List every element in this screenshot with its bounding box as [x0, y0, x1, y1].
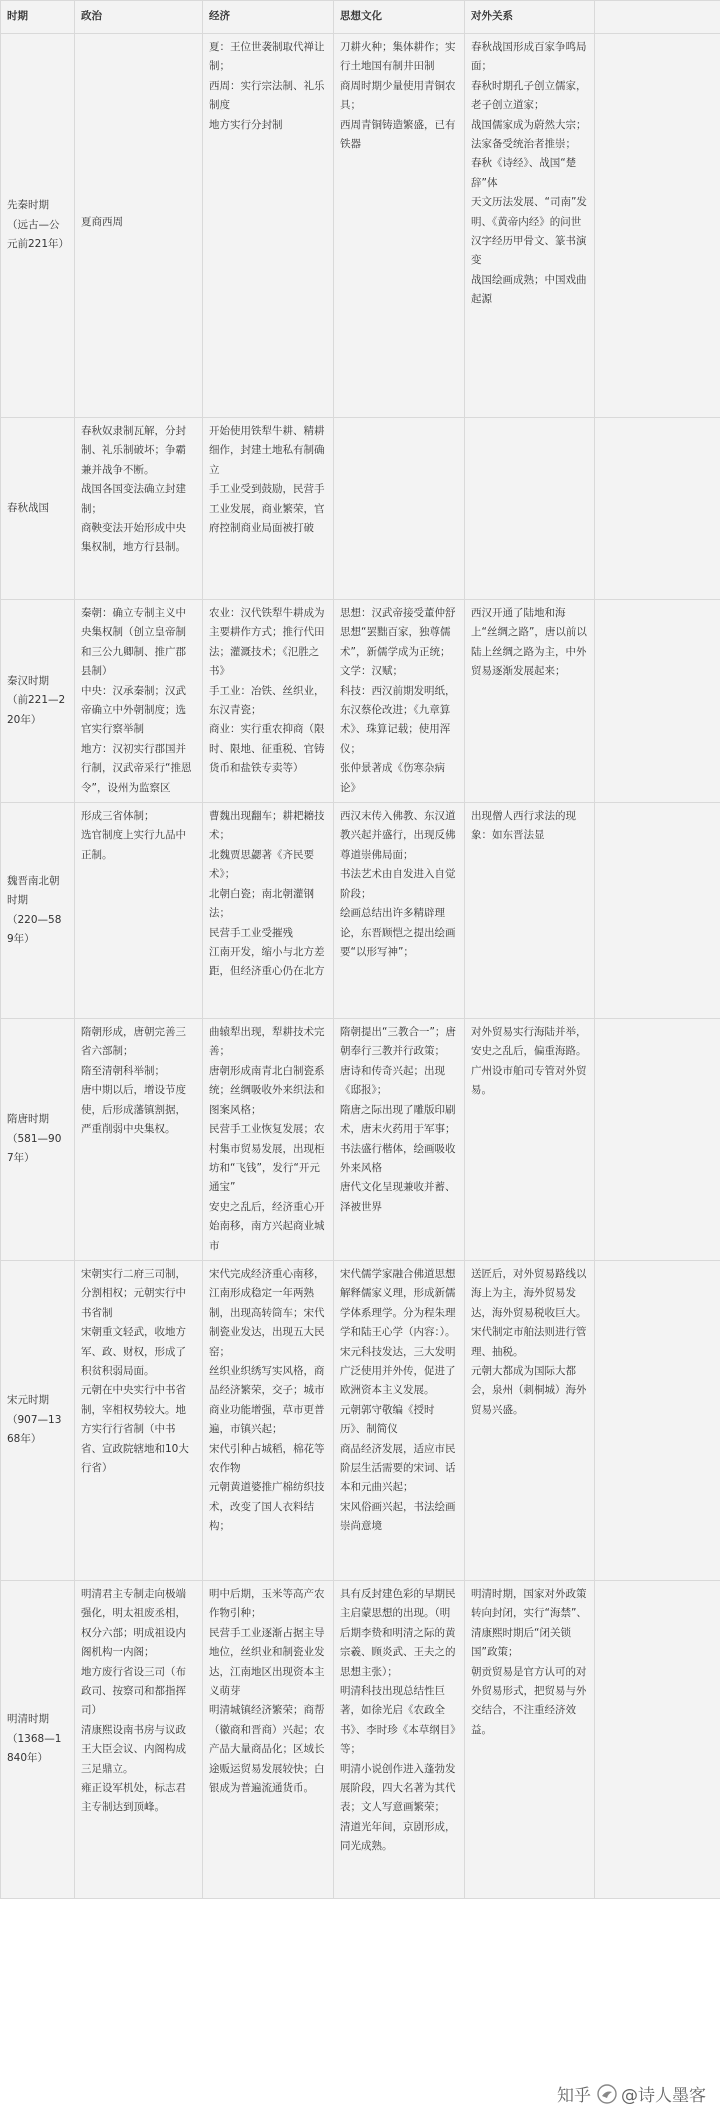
culture-cell-text: 宋代儒学家融合佛道思想解释儒家义理，形成新儒学体系理学。分为程朱理学和陆王心学（内容：）。 宋元科技发达，三大发明广泛使用并外传，促进了欧洲资本主义发展。 元朝郭守敬编《授时历》、制简仪 商品经济发展，适应市民阶层生活需要的宋词、话本和元曲兴起； 宋风俗画兴起，书法绘画崇尚意境 — [340, 1267, 456, 1533]
culture-cell — [334, 1580, 465, 1898]
period-cell-text: 宋元时期 （907—1368年） — [7, 1394, 62, 1446]
economy-cell — [203, 34, 334, 418]
economy-cell — [203, 1580, 334, 1898]
politics-cell — [75, 803, 203, 1019]
politics-cell-text: 秦朝：确立专制主义中央集权制（创立皇帝制和三公九卿制、推广郡县制） 中央：汉承秦制；汉武帝确立中外朝制度；选官实行察举制 地方：汉初实行郡国并行制，汉武帝采行“推恩令”，设州为监察区 — [81, 607, 192, 794]
period-cell — [1, 1019, 75, 1261]
empty-cell — [595, 418, 720, 600]
politics-cell-text: 宋朝实行二府三司制，分割相权；元朝实行中书省制 宋朝重文轻武，收地方军、政、财权，形成了积贫积弱局面。 元朝在中央实行中书省制，宰相权势较大。地方实行行省制（中书省、宣政院辖地和10大行省） — [81, 1267, 189, 1474]
politics-cell — [75, 600, 203, 803]
politics-cell — [75, 418, 203, 600]
zhihu-watermark — [557, 2081, 706, 2106]
empty-cell — [595, 1260, 720, 1580]
period-cell-text: 春秋战国 — [7, 501, 49, 514]
relations-cell-text: 出现僧人西行求法的现象：如东晋法显 — [471, 810, 576, 842]
relations-cell — [465, 1260, 595, 1580]
bird-icon — [597, 2084, 617, 2104]
economy-cell-text: 农业：汉代铁犁牛耕成为主要耕作方式；推行代田法；灌溉技术；《氾胜之书》 手工业：冶铁、丝织业，东汉青瓷； 商业：实行重农抑商（限时、限地、征重税、官铸货币和盐铁专卖等） — [209, 607, 325, 775]
relations-cell-text: 春秋战国形成百家争鸣局面； 春秋时期孔子创立儒家，老子创立道家； 战国儒家成为蔚然大宗；法家备受统治者推崇； 春秋《诗经》、战国“楚辞”体 天文历法发展、“司南”发明、《黄帝内经》的问世 汉字经历甲骨文、篆书演变 战国绘画成熟；中国戏曲起源 — [471, 41, 587, 306]
culture-cell — [334, 1019, 465, 1261]
economy-cell — [203, 1260, 334, 1580]
empty-cell — [595, 803, 720, 1019]
culture-cell — [334, 418, 465, 600]
culture-cell-text: 具有反封建色彩的早期民主启蒙思想的出现。（明后期李贽和明清之际的黄宗羲、顾炎武、王夫之的思想主张）； 明清科技出现总结性巨著，如徐光启《农政全书》、李时珍《本草纲目》等； 明清小说创作进入蓬勃发展阶段，四大名著为其代表；文人写意画繁荣； 清道光年间，京剧形成，同光成熟。 — [340, 1587, 456, 1853]
period-cell — [1, 1260, 75, 1580]
watermark-author: @诗人墨客 — [621, 2086, 706, 2106]
relations-cell-text: 送匠后，对外贸易路线以海上为主，海外贸易发达，海外贸易税收巨大。 宋代制定市舶法则进行管理、抽税。 元朝大都成为国际大都会，泉州（刺桐城）海外贸易兴盛。 — [471, 1267, 587, 1416]
relations-cell — [465, 803, 595, 1019]
economy-cell-text: 曹魏出现翻车；耕耙耱技术； 北魏贾思勰著《齐民要术》； 北朝白瓷；南北朝灌钢法； 民营手工业受摧残 江南开发，缩小与北方差距，但经济重心仍在北方 — [209, 810, 325, 978]
period-cell-text: 秦汉时期 （前221—220年） — [7, 674, 66, 726]
header-politics: 政治 — [75, 1, 203, 34]
table-row — [1, 34, 720, 418]
culture-cell-text: 刀耕火种；集体耕作；实行土地国有制井田制 商周时期少量使用青铜农具； 西周青铜铸造繁盛，已有铁器 — [340, 41, 456, 151]
culture-cell — [334, 600, 465, 803]
relations-cell — [465, 1019, 595, 1261]
table-row — [1, 600, 720, 803]
culture-cell-text: 隋朝提出“三教合一”；唐朝奉行三教并行政策； 唐诗和传奇兴起；出现《邸报》； 隋唐之际出现了雕版印刷术，唐末火药用于军事； 书法盛行楷体，绘画吸收外来风格 唐代文化呈现兼收并蓄、泽被世界 — [340, 1026, 456, 1213]
economy-cell — [203, 803, 334, 1019]
table-row — [1, 418, 720, 600]
empty-cell — [595, 34, 720, 418]
watermark-prefix: 知乎 — [557, 2086, 591, 2106]
period-cell — [1, 34, 75, 418]
politics-cell-text: 夏商西周 — [81, 215, 123, 228]
politics-cell-text: 形成三省体制； 选官制度上实行九品中正制。 — [81, 810, 186, 861]
relations-cell — [465, 600, 595, 803]
empty-cell — [595, 600, 720, 803]
table-row — [1, 1019, 720, 1261]
table-row — [1, 803, 720, 1019]
empty-cell — [595, 1019, 720, 1261]
politics-cell — [75, 1019, 203, 1261]
header-economy: 经济 — [203, 1, 334, 34]
politics-cell-text: 春秋奴隶制瓦解，分封制、礼乐制破坏；争霸兼并战争不断。 战国各国变法确立封建制； 商鞅变法开始形成中央集权制，地方行县制。 — [81, 425, 186, 554]
table-row — [1, 1260, 720, 1580]
culture-cell — [334, 1260, 465, 1580]
relations-cell-text: 西汉开通了陆地和海上“丝绸之路”，唐以前以陆上丝绸之路为主，中外贸易逐渐发展起来； — [471, 607, 587, 678]
empty-cell — [595, 1580, 720, 1898]
period-cell-text: 魏晋南北朝时期 （220—589年） — [7, 874, 62, 945]
relations-cell — [465, 1580, 595, 1898]
economy-cell — [203, 418, 334, 600]
economy-cell-text: 夏：王位世袭制取代禅让制； 西周：实行宗法制、礼乐制度 地方实行分封制 — [209, 41, 325, 131]
economy-cell-text: 曲辕犁出现，犁耕技术完善； 唐朝形成南青北白制瓷系统；丝绸吸收外来织法和图案风格； 民营手工业恢复发展；农村集市贸易发展，出现柜坊和“飞钱”，发行“开元通宝” 安史之乱后，经济重心开始南移，南方兴起商业城市 — [209, 1026, 325, 1252]
economy-cell-text: 宋代完成经济重心南移，江南形成稳定一年两熟制，出现高转筒车；宋代制瓷业发达，出现五大民窑； 丝织业织绣写实风格，商品经济繁荣，交子；城市商业功能增强，草市更普遍，市镇兴起； 宋代引种占城稻，棉花等农作物 元朝黄道婆推广棉纺织技术，改变了国人衣料结构； — [209, 1267, 325, 1533]
period-cell — [1, 1580, 75, 1898]
politics-cell — [75, 1260, 203, 1580]
table-header-row — [1, 1, 720, 34]
politics-cell — [75, 34, 203, 418]
relations-cell-text: 对外贸易实行海陆并举，安史之乱后，偏重海路。 广州设市舶司专管对外贸易。 — [471, 1026, 587, 1097]
culture-cell — [334, 34, 465, 418]
economy-cell-text: 开始使用铁犁牛耕、精耕细作，封建土地私有制确立 手工业受到鼓励，民营手工业发展，商业繁荣，官府控制商业局面被打破 — [209, 425, 325, 535]
relations-cell — [465, 418, 595, 600]
culture-cell-text: 西汉末传入佛教、东汉道教兴起并盛行，出现反佛尊道崇佛局面； 书法艺术由自发进入自觉阶段； 绘画总结出许多精辟理论，东晋顾恺之提出绘画要“以形写神”； — [340, 810, 456, 958]
economy-cell — [203, 600, 334, 803]
politics-cell-text: 明清君主专制走向极端强化，明太祖废丞相，权分六部；明成祖设内阁机构一内阁； 地方废行省设三司（布政司、按察司和都指挥司） 清康熙设南书房与议政王大臣会议、内阁构成三足鼎立。 雍正设军机处，标志君主专制达到顶峰。 — [81, 1587, 186, 1814]
politics-cell-text: 隋朝形成，唐朝完善三省六部制； 隋至清朝科举制； 唐中期以后，增设节度使，后形成藩镇割据，严重削弱中央集权。 — [81, 1026, 186, 1136]
relations-cell-text: 明清时期，国家对外政策转向封闭，实行“海禁”、清康熙时期后“闭关锁国”政策； 朝贡贸易是官方认可的对外贸易形式，把贸易与外交结合，不注重经济效益。 — [471, 1587, 587, 1736]
relations-cell — [465, 34, 595, 418]
period-cell-text: 先秦时期 （远古—公元前221年） — [7, 199, 70, 251]
period-cell — [1, 803, 75, 1019]
economy-cell — [203, 1019, 334, 1261]
politics-cell — [75, 1580, 203, 1898]
period-cell — [1, 600, 75, 803]
table-row — [1, 1580, 720, 1898]
header-relations: 对外关系 — [465, 1, 595, 34]
period-cell-text: 隋唐时期 （581—907年） — [7, 1113, 62, 1165]
culture-cell-text: 思想：汉武帝接受董仲舒思想“罢黜百家，独尊儒术”，新儒学成为正统； 文学：汉赋； 科技：西汉前期发明纸，东汉蔡伦改进；《九章算术》、珠算记载；使用浑仪； 张仲景著成《伤寒杂病论》 — [340, 607, 456, 794]
culture-cell — [334, 803, 465, 1019]
header-period: 时期 — [1, 1, 75, 34]
header-culture: 思想文化 — [334, 1, 465, 34]
header-empty — [595, 1, 720, 34]
period-cell-text: 明清时期 （1368—1840年） — [7, 1713, 62, 1765]
period-cell — [1, 418, 75, 600]
economy-cell-text: 明中后期，玉米等高产农作物引种； 民营手工业逐渐占据主导地位，丝织业和制瓷业发达，江南地区出现资本主义萌芽 明清城镇经济繁荣；商帮（徽商和晋商）兴起；农产品大量商品化；区域长途贩运贸易发展较快；白银成为普遍流通货币。 — [209, 1587, 325, 1794]
